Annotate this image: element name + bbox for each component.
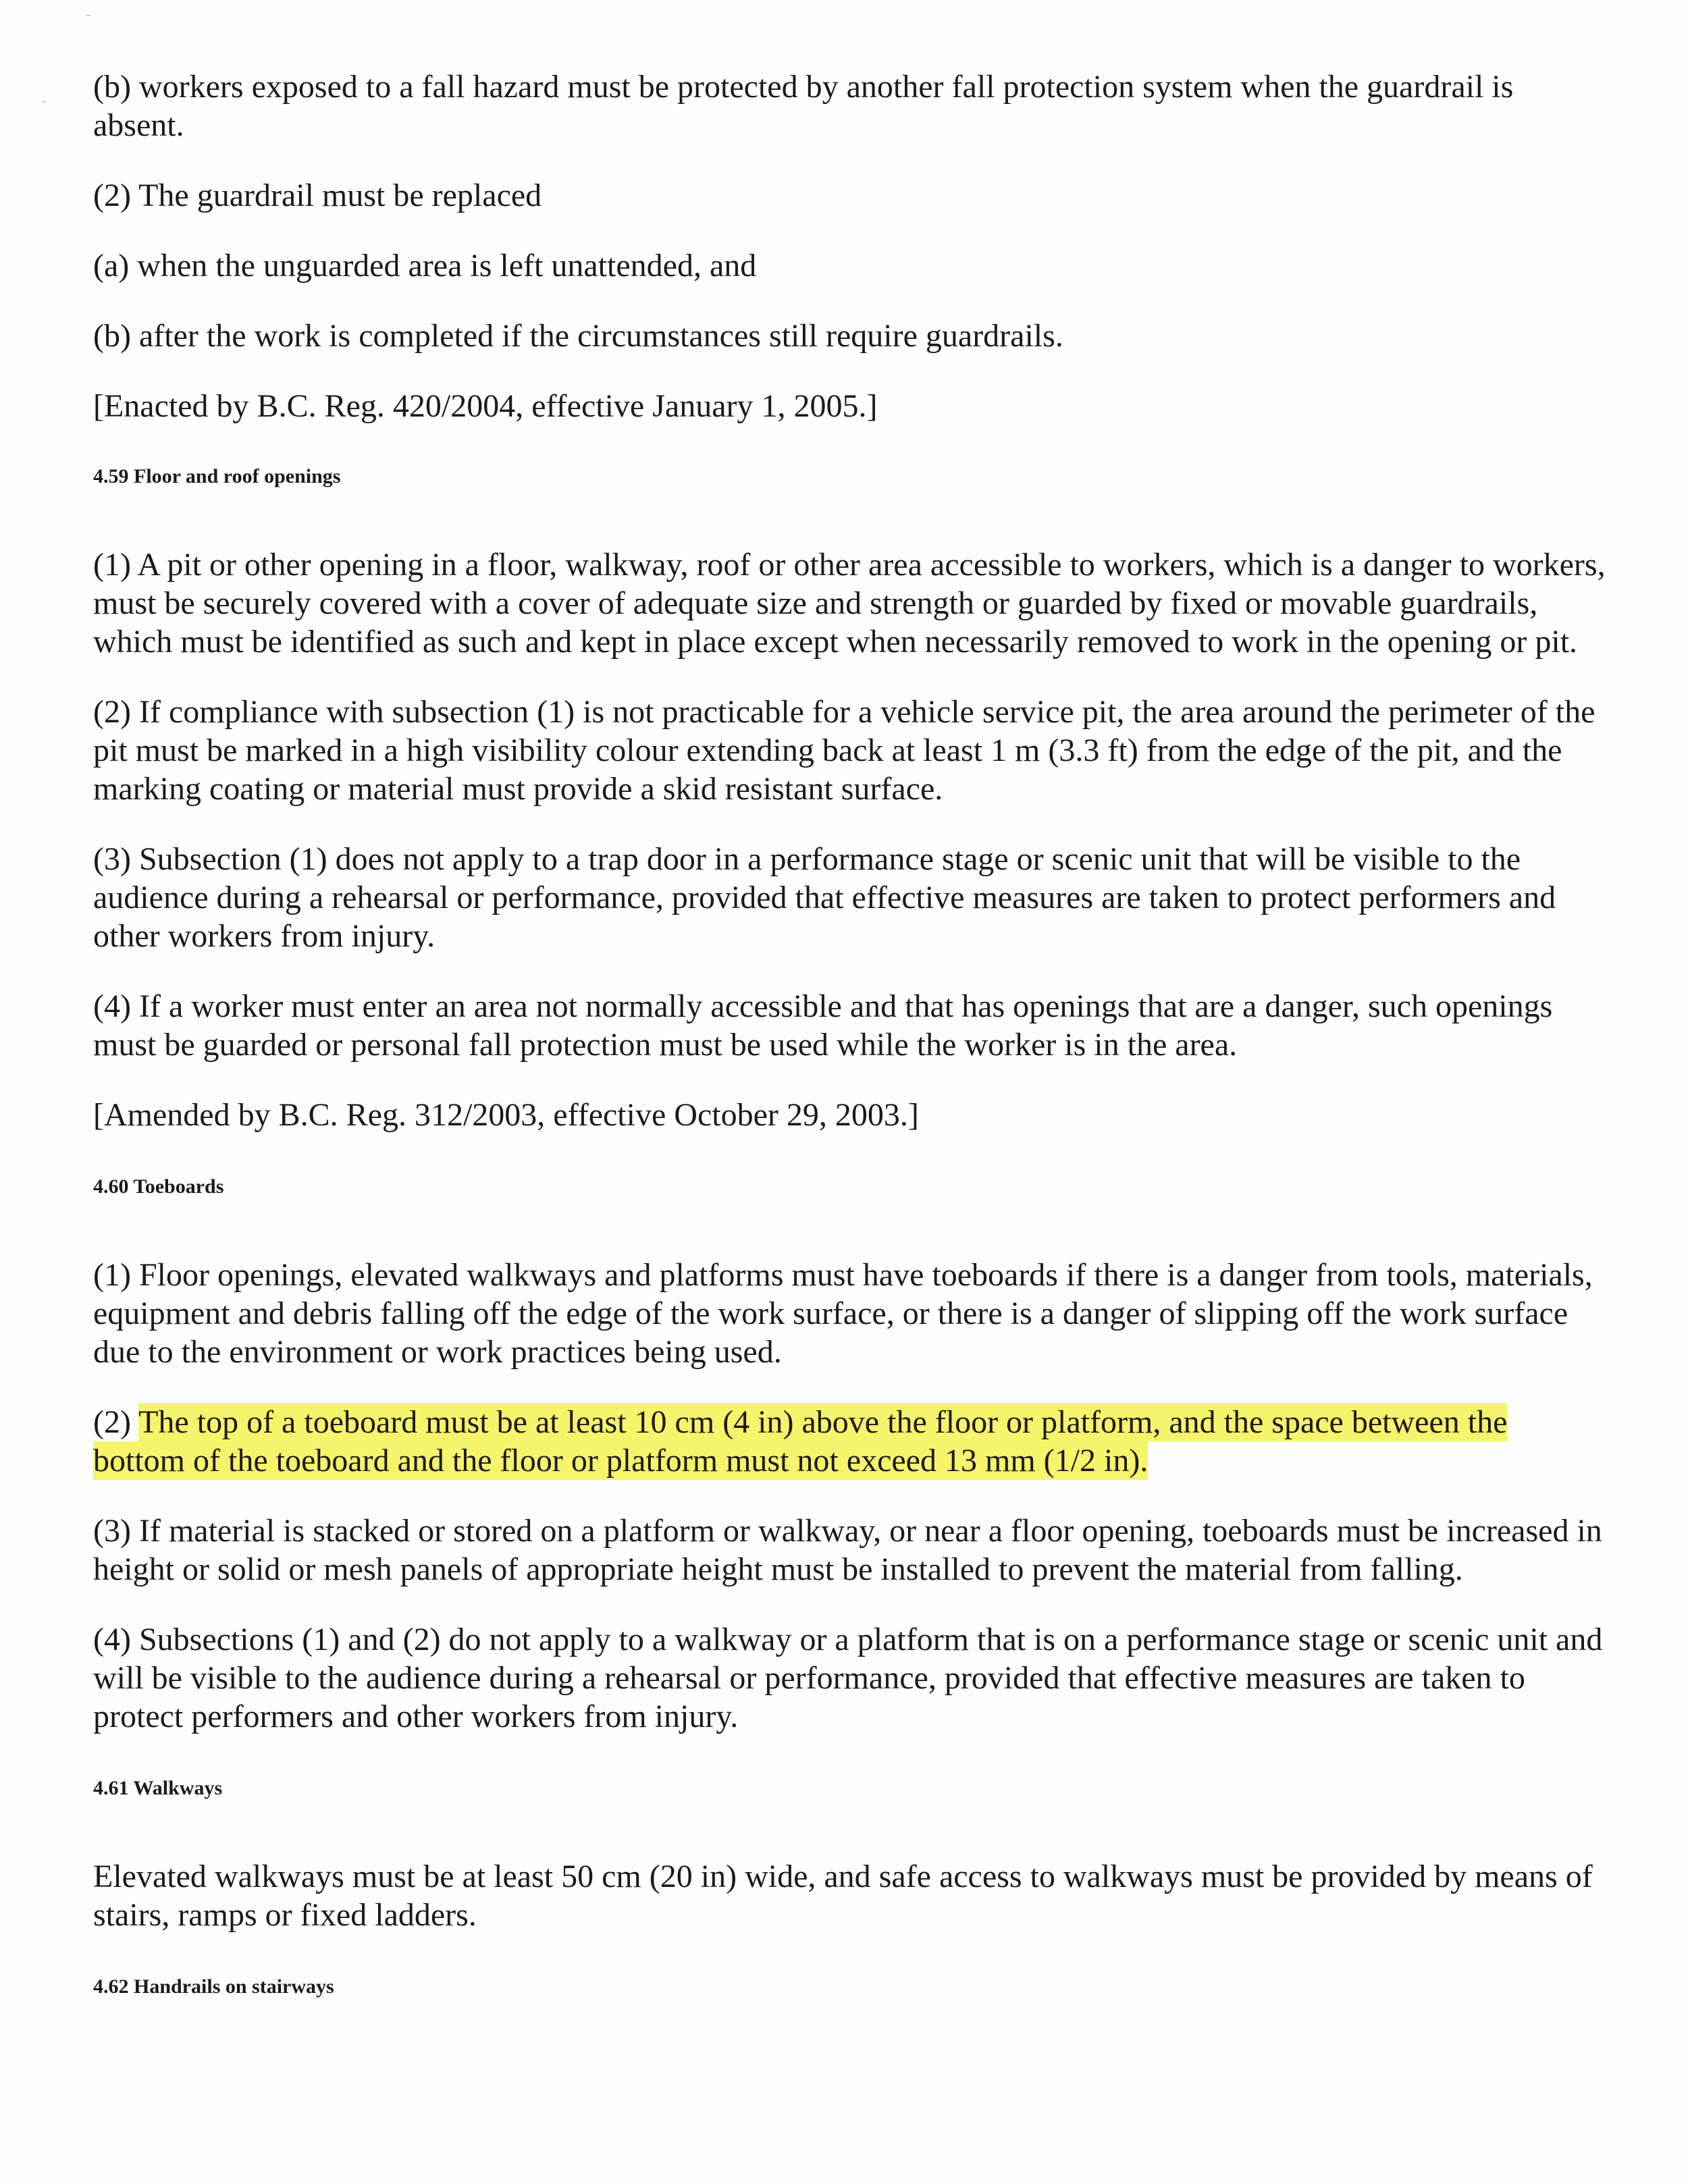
document-body [93,68,1606,2056]
section-heading: 4.60 Toeboards [93,1175,224,1198]
paragraph: (4) If a worker must enter an area not normally accessible and that has openings that are a danger, such openings must be guarded or personal fall protection must be used while the worker is in the area. [93,988,1553,1063]
paragraph: (4) Subsections (1) and (2) do not apply to a walkway or a platform that is on a performance stage or scenic unit and will be visible to the audience during a rehearsal or performance, provided that effective measures are taken to protect performers and other workers from injury. [93,1622,1603,1734]
highlighted-text: The top of a toeboard must be at least 10 cm (4 in) above the floor or platform, and the space between the bottom of the toeboard and the floor or platform must not exceed 13 mm (1/2 in). [93,1404,1508,1479]
paragraph-number: (2) [93,1404,139,1440]
paragraph: (b) workers exposed to a fall hazard must be protected by another fall protection system when the guardrail is absent. [93,69,1514,143]
section-heading: 4.61 Walkways [93,1777,223,1799]
paragraph [93,1403,1606,1480]
paragraph: Elevated walkways must be at least 50 cm (20 in) wide, and safe access to walkways must be provided by means of stairs, ramps or fixed ladders. [93,1859,1593,1933]
paragraph: (1) A pit or other opening in a floor, walkway, roof or other area accessible to workers, which is a danger to workers, must be securely covered with a cover of adequate size and strength or guarded by fixed or movable guardrails, which must be identified as such and kept in place except when necessarily removed to work in the opening or pit. [93,547,1606,660]
paragraph: (1) Floor openings, elevated walkways and platforms must have toeboards if there is a danger from tools, materials, equipment and debris falling off the edge of the work surface, or there is a danger of slipping off the work surface due to the environment or work practices being used. [93,1257,1593,1370]
section-heading: 4.59 Floor and roof openings [93,465,341,487]
paragraph: (2) If compliance with subsection (1) is not practicable for a vehicle service pit, the area around the perimeter of the pit must be marked in a high visibility colour extending back at least 1 m (3.3 ft) from the edge of the pit, and the marking coating or material must provide a skid resistant surface. [93,694,1595,807]
paragraph: (a) when the unguarded area is left unattended, and [93,248,757,284]
scan-speck [86,15,90,16]
section-heading: 4.62 Handrails on stairways [93,1975,334,1998]
paragraph: (b) after the work is completed if the circumstances still require guardrails. [93,318,1063,354]
scan-speck [42,101,46,103]
paragraph: (3) Subsection (1) does not apply to a trap door in a performance stage or scenic unit that will be visible to the audience during a rehearsal or performance, provided that effective measures are taken to protect performers and other workers from injury. [93,841,1556,954]
paragraph: (3) If material is stacked or stored on a platform or walkway, or near a floor opening, toeboards must be increased in height or solid or mesh panels of appropriate height must be installed to prevent the material from falling. [93,1513,1602,1587]
amendment-note: [Enacted by B.C. Reg. 420/2004, effective January 1, 2005.] [93,388,878,424]
paragraph: (2) The guardrail must be replaced [93,178,542,213]
amendment-note: [Amended by B.C. Reg. 312/2003, effective October 29, 2003.] [93,1097,919,1133]
